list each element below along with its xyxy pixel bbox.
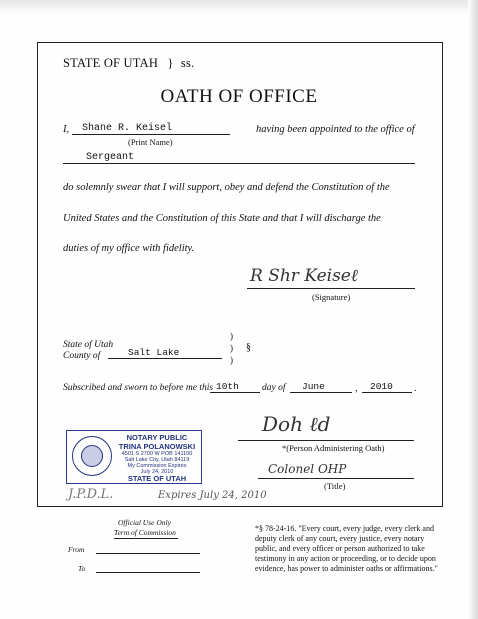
date-period: . xyxy=(414,383,417,394)
month-underline xyxy=(290,392,352,393)
term-heading: Term of Commission xyxy=(114,528,176,537)
day-value[interactable]: 10th xyxy=(216,381,239,392)
oath-line-3: duties of my office with fidelity. xyxy=(63,243,195,254)
office-value[interactable]: Sergeant xyxy=(86,152,135,163)
seal-line-3: 4501 S 2700 W POB 141100 xyxy=(121,451,193,457)
venue-state-label: State of Utah xyxy=(63,340,114,350)
county-underline xyxy=(108,358,222,359)
seal-line-2: TRINA POLANOWSKI xyxy=(118,442,196,451)
state-heading xyxy=(63,56,194,71)
oath-line-1: do solemnly swear that I will support, obey and defend the Constitution of the xyxy=(63,182,390,193)
notary-initials: J.P.D.L. xyxy=(68,487,114,502)
from-line[interactable] xyxy=(96,553,200,554)
name-underline xyxy=(72,134,230,135)
seal-line-6: July 24, 2010 xyxy=(140,469,174,475)
state-brace: } xyxy=(167,56,174,70)
month-value[interactable]: June xyxy=(302,381,325,392)
seal-line-4: Salt Lake City, Utah 84119 xyxy=(124,457,190,463)
i-label: I, xyxy=(63,124,70,135)
notary-emblem-icon xyxy=(72,436,112,476)
officer-signature: R Shr Keiseℓ xyxy=(250,266,358,286)
brace-mark: ) xyxy=(230,355,233,365)
day-label: day of xyxy=(262,383,286,393)
emblem-center xyxy=(81,445,103,467)
official-use-heading: Official Use Only xyxy=(118,518,171,527)
seal-line-1: NOTARY PUBLIC xyxy=(126,433,188,442)
signature-caption: (Signature) xyxy=(312,292,351,302)
state-label: STATE OF UTAH xyxy=(63,56,159,70)
title-caption: (Title) xyxy=(324,481,346,491)
subscribed-text: Subscribed and sworn to before me this xyxy=(63,383,214,393)
oath-line-2: United States and the Constitution of this State and that I will discharge the xyxy=(63,213,381,224)
section-symbol: § xyxy=(246,342,251,353)
scan-shadow xyxy=(0,0,478,14)
signature-line xyxy=(247,288,415,289)
year-underline xyxy=(362,392,412,393)
year-value[interactable]: 2010 xyxy=(370,381,393,392)
administrator-signature: Doh ℓd xyxy=(262,412,331,436)
having-text: having been appointed to the office of xyxy=(256,124,415,135)
seal-line-5: My Commission Expires xyxy=(127,463,187,469)
venue-brace xyxy=(230,330,233,366)
document-title: OATH OF OFFICE xyxy=(160,86,318,107)
print-name-caption: (Print Name) xyxy=(128,137,173,147)
brace-mark: ) xyxy=(230,343,233,353)
to-label: To xyxy=(78,564,86,573)
notary-seal xyxy=(66,430,202,484)
seal-line-7: STATE OF UTAH xyxy=(127,474,187,483)
day-underline xyxy=(210,392,260,393)
office-underline xyxy=(63,163,415,164)
statute-footnote: *§ 78-24-16. "Every court, every judge, every clerk and deputy clerk of any court, every justice, every notary public, and every officer or person authorized to take testimony in any action or proceeding, or to decide upon evidence, has power to administer oaths or affirmations." xyxy=(255,524,438,573)
administrator-title-value: Colonel OHP xyxy=(268,462,347,476)
from-label: From xyxy=(68,545,85,554)
administrator-caption: *(Person Administering Oath) xyxy=(282,443,385,453)
administrator-line xyxy=(238,440,414,441)
name-value[interactable]: Shane R. Keisel xyxy=(82,123,173,134)
notary-expires-note: Expires July 24, 2010 xyxy=(158,490,267,501)
ss-label: ss. xyxy=(180,56,195,70)
venue-county-label: County of xyxy=(63,351,101,361)
to-line[interactable] xyxy=(96,572,200,573)
term-heading-underline xyxy=(114,538,178,539)
county-value[interactable]: Salt Lake xyxy=(128,347,180,358)
date-comma: , xyxy=(355,383,358,394)
title-line xyxy=(258,478,414,479)
brace-mark: ) xyxy=(230,331,233,341)
